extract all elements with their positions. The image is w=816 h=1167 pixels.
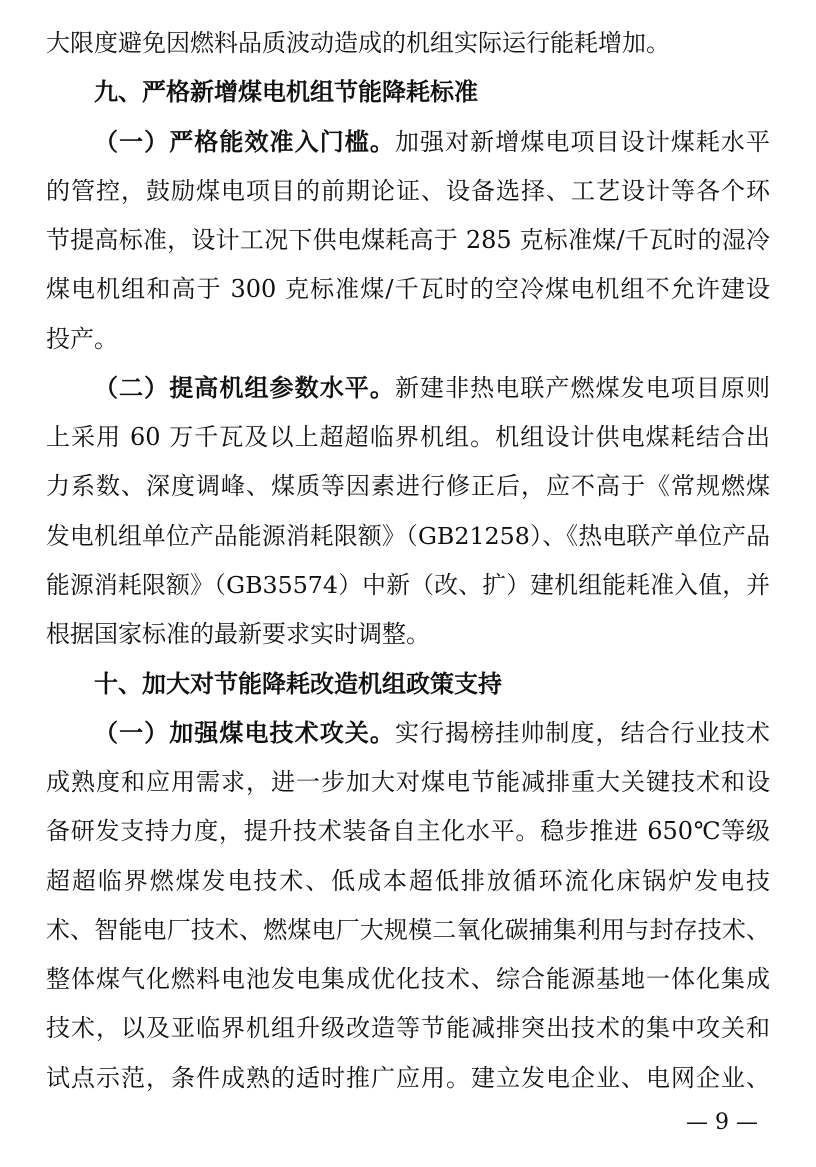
- subsection-title: （二）提高机组参数水平。: [94, 374, 395, 402]
- paragraph-line: 大限度避免因燃料品质波动造成的机组实际运行能耗增加。: [46, 29, 670, 57]
- paragraph-line: 术、智能电厂技术、燃煤电厂大规模二氧化碳捕集利用与封存技术、: [46, 916, 770, 944]
- paragraph-line: [94, 371, 770, 405]
- paragraph-line: 煤电机组和高于 300 克标准煤/千瓦时的空冷煤电机组不允许建设: [46, 275, 770, 303]
- paragraph-line: 根据国家标准的最新要求实时调整。: [46, 620, 430, 648]
- paragraph-line: 的管控，鼓励煤电项目的前期论证、设备选择、工艺设计等各个环: [46, 177, 770, 205]
- paragraph-line: 力系数、深度调峰、煤质等因素进行修正后，应不高于《常规燃煤: [46, 472, 770, 500]
- paragraph-text: 实行揭榜挂帅制度，结合行业技术: [394, 719, 771, 747]
- page-number: — 9 —: [686, 1110, 758, 1135]
- paragraph-line: 成熟度和应用需求，进一步加大对煤电节能减排重大关键技术和设: [46, 768, 770, 796]
- paragraph-line: [94, 125, 770, 159]
- paragraph-line: 投产。: [46, 325, 118, 353]
- paragraph-line: 发电机组单位产品能源消耗限额》（GB21258）、《热电联产单位产品: [46, 522, 770, 550]
- paragraph-line: [94, 716, 770, 750]
- section-heading: 九、严格新增煤电机组节能降耗标准: [94, 78, 478, 106]
- paragraph-text: 加强对新增煤电项目设计煤耗水平: [394, 128, 771, 156]
- paragraph-text: 新建非热电联产燃煤发电项目原则: [394, 374, 771, 402]
- paragraph-line: 试点示范，条件成熟的适时推广应用。建立发电企业、电网企业、: [46, 1064, 770, 1092]
- paragraph-line: 上采用 60 万千瓦及以上超超临界机组。机组设计供电煤耗结合出: [46, 423, 770, 451]
- subsection-title: （一）严格能效准入门槛。: [94, 128, 395, 156]
- paragraph-line: 整体煤气化燃料电池发电集成优化技术、综合能源基地一体化集成: [46, 965, 770, 993]
- subsection-title: （一）加强煤电技术攻关。: [94, 719, 395, 747]
- paragraph-line: 能源消耗限额》（GB35574）中新（改、扩）建机组能耗准入值，并: [46, 571, 770, 599]
- section-heading: 十、加大对节能降耗改造机组政策支持: [94, 670, 502, 698]
- paragraph-line: 技术，以及亚临界机组升级改造等节能减排突出技术的集中攻关和: [46, 1014, 770, 1042]
- paragraph-line: 备研发支持力度，提升技术装备自主化水平。稳步推进 650℃等级: [46, 817, 770, 845]
- paragraph-line: 节提高标准，设计工况下供电煤耗高于 285 克标准煤/千瓦时的湿冷: [46, 226, 770, 254]
- paragraph-line: 超超临界燃煤发电技术、低成本超低排放循环流化床锅炉发电技: [46, 867, 770, 895]
